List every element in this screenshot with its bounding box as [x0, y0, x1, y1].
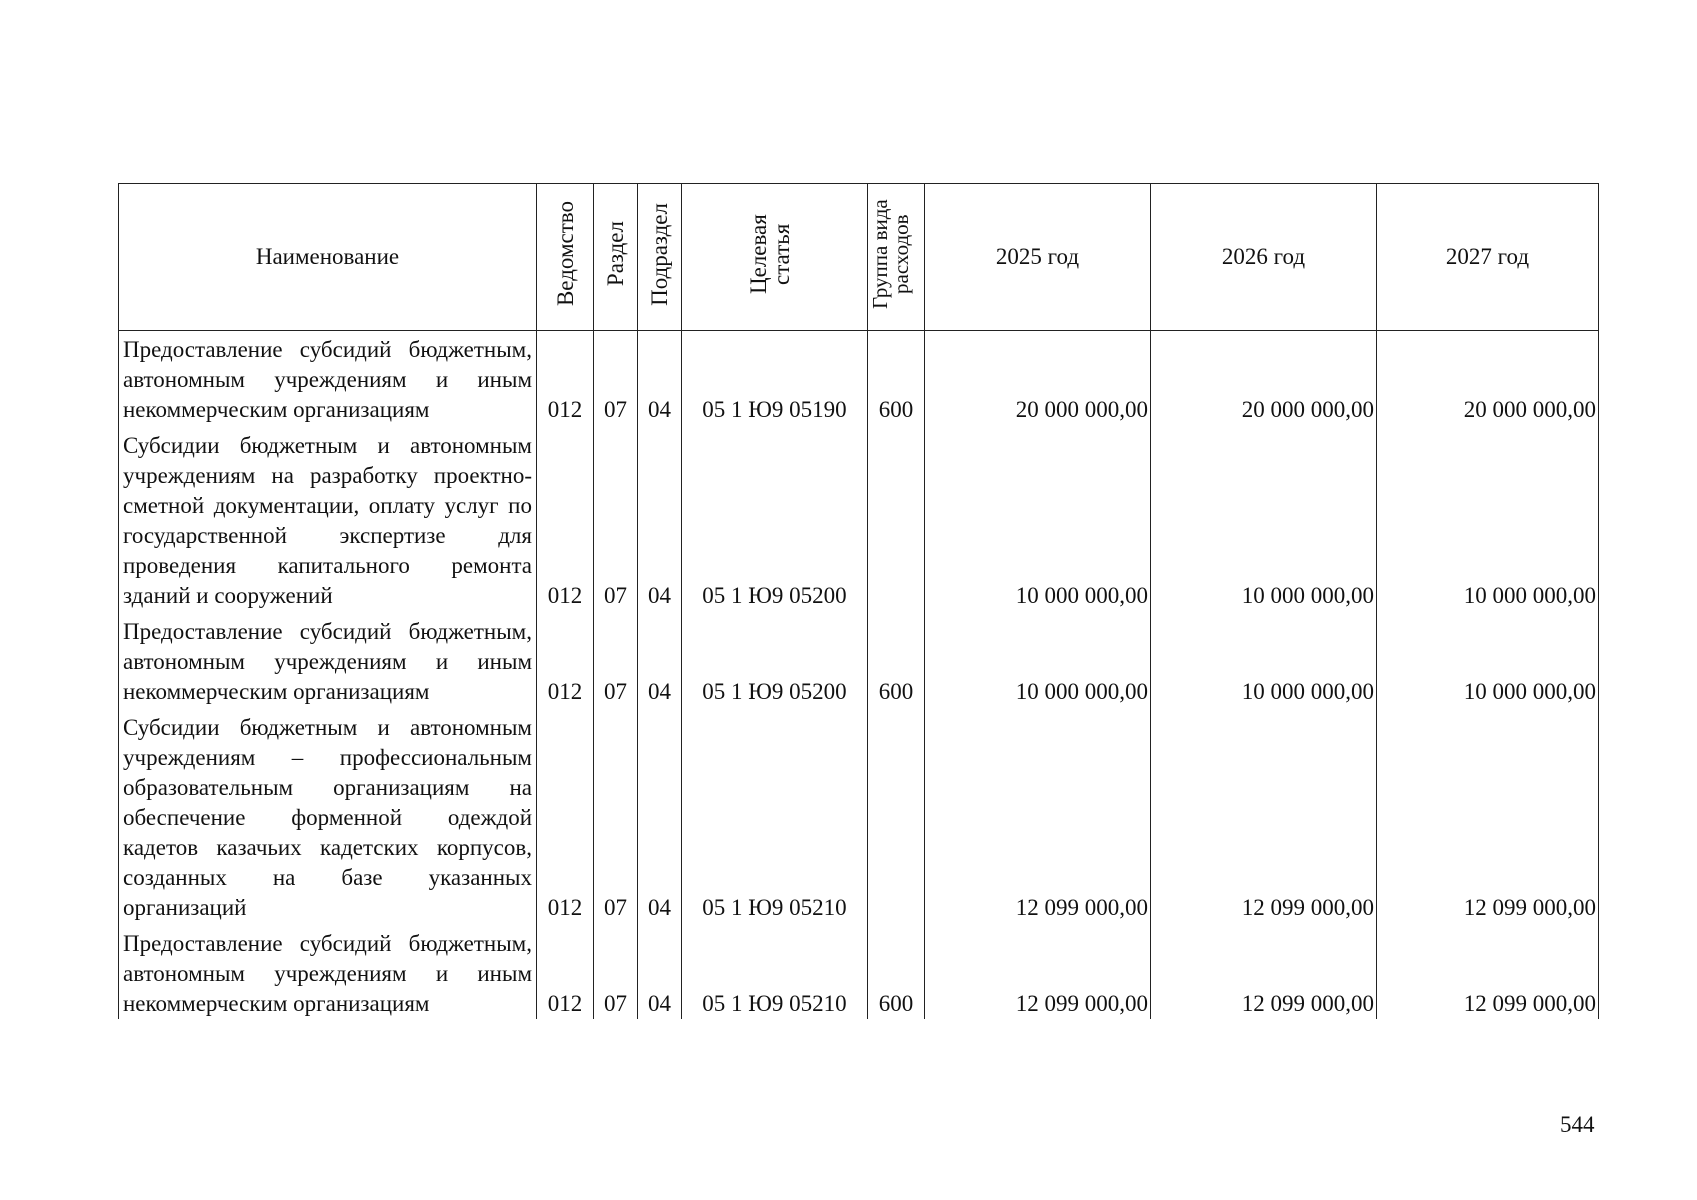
header-2026: 2026 год: [1151, 184, 1377, 331]
row-vedomstvo: 012: [537, 427, 594, 613]
row-2025: 12 099 000,00: [925, 709, 1151, 925]
row-2027: 20 000 000,00: [1377, 331, 1599, 428]
row-gruppa: 600: [868, 925, 925, 1019]
row-name: Предоставление субсидий бюджетным, автономным учреждениям и иным некоммерческим организациям: [119, 613, 537, 709]
header-2025: 2025 год: [925, 184, 1151, 331]
table-row: [119, 427, 1599, 613]
row-razdel: 07: [594, 427, 638, 613]
row-name: Предоставление субсидий бюджетным, автономным учреждениям и иным некоммерческим организациям: [119, 331, 537, 428]
row-2025: 12 099 000,00: [925, 925, 1151, 1019]
row-2025: 10 000 000,00: [925, 613, 1151, 709]
row-razdel: 07: [594, 613, 638, 709]
header-name: Наименование: [119, 184, 537, 331]
budget-document: [118, 183, 1598, 1019]
row-podrazdel: 04: [638, 331, 682, 428]
row-gruppa: 600: [868, 613, 925, 709]
table-row: [119, 613, 1599, 709]
header-2027: 2027 год: [1377, 184, 1599, 331]
table-row: [119, 331, 1599, 428]
row-celevaya: 05 1 Ю9 05200: [682, 427, 868, 613]
row-2027: 12 099 000,00: [1377, 925, 1599, 1019]
row-2026: 12 099 000,00: [1151, 709, 1377, 925]
row-name: Предоставление субсидий бюджетным, автономным учреждениям и иным некоммерческим организациям: [119, 925, 537, 1019]
row-vedomstvo: 012: [537, 709, 594, 925]
row-razdel: 07: [594, 925, 638, 1019]
row-podrazdel: 04: [638, 925, 682, 1019]
header-gruppa-label: Группа вида расходов: [868, 199, 913, 309]
table-row: [119, 925, 1599, 1019]
row-name: Субсидии бюджетным и автономным учреждениям на разработку проектно-сметной документации, оплату услуг по государственной экспертизе для проведения капитального ремонта зданий и сооружений: [119, 427, 537, 613]
row-razdel: 07: [594, 709, 638, 925]
row-celevaya: 05 1 Ю9 05210: [682, 925, 868, 1019]
row-gruppa: [868, 427, 925, 613]
row-2026: 10 000 000,00: [1151, 427, 1377, 613]
header-gruppa: [868, 184, 925, 331]
row-vedomstvo: 012: [537, 331, 594, 428]
budget-table: [118, 183, 1599, 1019]
row-2026: 10 000 000,00: [1151, 613, 1377, 709]
row-2025: 20 000 000,00: [925, 331, 1151, 428]
header-vedomstvo: [537, 184, 594, 331]
page-number: 544: [1560, 1112, 1595, 1137]
row-podrazdel: 04: [638, 613, 682, 709]
row-celevaya: 05 1 Ю9 05200: [682, 613, 868, 709]
row-name: Субсидии бюджетным и автономным учреждениям – профессиональным образовательным организациям на обеспечение форменной одеждой кадетов казачьих кадетских корпусов, созданных на базе указанных организаций: [119, 709, 537, 925]
row-2027: 10 000 000,00: [1377, 427, 1599, 613]
header-razdel: [594, 184, 638, 331]
header-celevaya: [682, 184, 868, 331]
row-2026: 20 000 000,00: [1151, 331, 1377, 428]
header-podrazdel: [638, 184, 682, 331]
header-razdel-label: Раздел: [603, 221, 628, 287]
row-podrazdel: 04: [638, 709, 682, 925]
header-podrazdel-label: Подраздел: [647, 202, 672, 306]
table-row: [119, 709, 1599, 925]
row-gruppa: [868, 709, 925, 925]
row-gruppa: 600: [868, 331, 925, 428]
row-podrazdel: 04: [638, 427, 682, 613]
row-celevaya: 05 1 Ю9 05210: [682, 709, 868, 925]
table-header-row: [119, 184, 1599, 331]
header-vedomstvo-label: Ведомство: [552, 201, 578, 307]
row-celevaya: 05 1 Ю9 05190: [682, 331, 868, 428]
row-2027: 12 099 000,00: [1377, 709, 1599, 925]
row-2025: 10 000 000,00: [925, 427, 1151, 613]
row-razdel: 07: [594, 331, 638, 428]
header-celevaya-label: Целевая статья: [745, 214, 794, 294]
row-2026: 12 099 000,00: [1151, 925, 1377, 1019]
row-vedomstvo: 012: [537, 613, 594, 709]
row-2027: 10 000 000,00: [1377, 613, 1599, 709]
row-vedomstvo: 012: [537, 925, 594, 1019]
